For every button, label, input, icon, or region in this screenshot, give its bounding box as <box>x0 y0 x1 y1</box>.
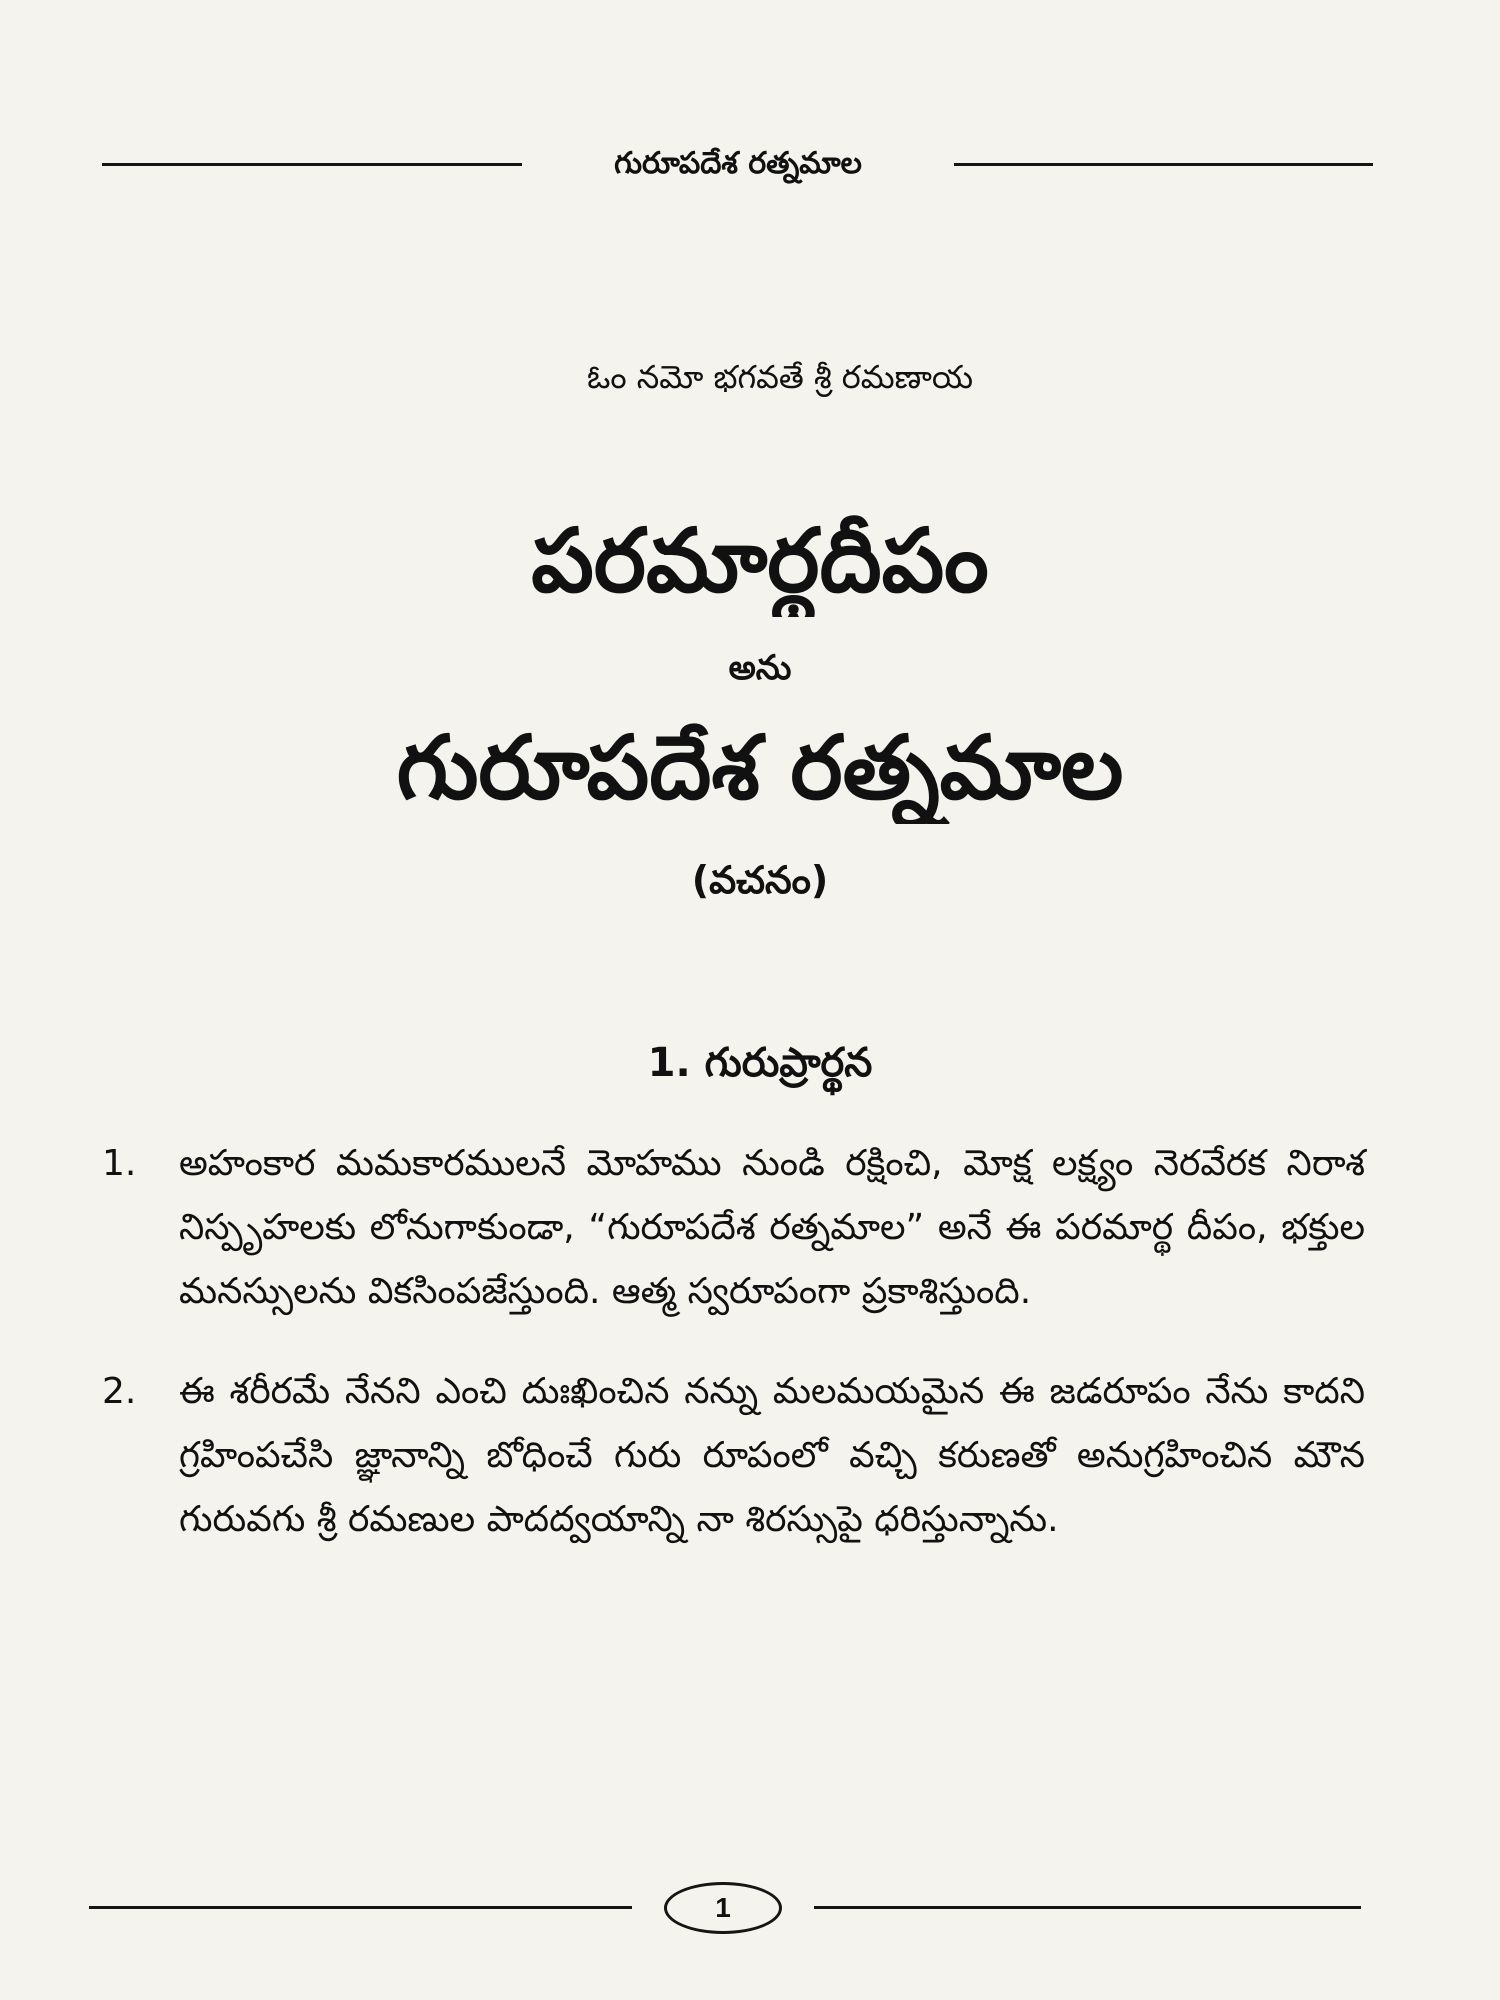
item-text: ఈ శరీరమే నేనని ఎంచి దుఃఖించిన నన్ను మలమయమైన ఈ జడరూపం నేను కాదని గ్రహింపచేసి జ్ఞానాన్ని బోధించే గురు రూపంలో వచ్చి కరుణతో అనుగ్రహించిన మౌన గురువగు శ్రీ రమణుల పాదద్వయాన్ని నా శిరస్సుపై ధరిస్తున్నాను. <box>179 1371 1365 1540</box>
item-number: 1. <box>102 1143 137 1184</box>
item-number: 2. <box>102 1371 137 1412</box>
page-number: 1 <box>664 1882 782 1934</box>
header-rule-left <box>102 163 522 166</box>
footer-rule-left <box>89 1906 632 1909</box>
running-header-title: గురూపదేశ రత్నమాల <box>614 146 862 181</box>
footer-rule-right <box>814 1906 1361 1909</box>
book-title: పరమార్థదీపం <box>531 509 989 612</box>
list-item <box>102 1132 1365 1324</box>
book-subtitle: గురూపదేశ రత్నమాల <box>396 716 1124 819</box>
section-heading: 1. గురుప్రార్థన <box>647 1040 873 1086</box>
paragraph-list <box>102 1132 1365 1588</box>
form-label: (వచనం) <box>691 858 829 902</box>
item-text: అహంకార మమకారములనే మోహము నుండి రక్షించి, మోక్ష లక్ష్యం నెరవేరక నిరాశ నిస్పృహలకు లోనుగాకుండా, “గురూపదేశ రత్నమాల” అనే ఈ పరమార్థ దీపం, భక్తుల మనస్సులను వికసింపజేస్తుంది. ఆత్మ స్వరూపంగా ప్రకాశిస్తుంది. <box>179 1143 1365 1312</box>
invocation-line: ఓం నమో భగవతే శ్రీ రమణాయ <box>586 358 974 396</box>
title-connector: అను <box>728 648 792 688</box>
header-rule-right <box>954 163 1373 166</box>
list-item <box>102 1360 1365 1552</box>
